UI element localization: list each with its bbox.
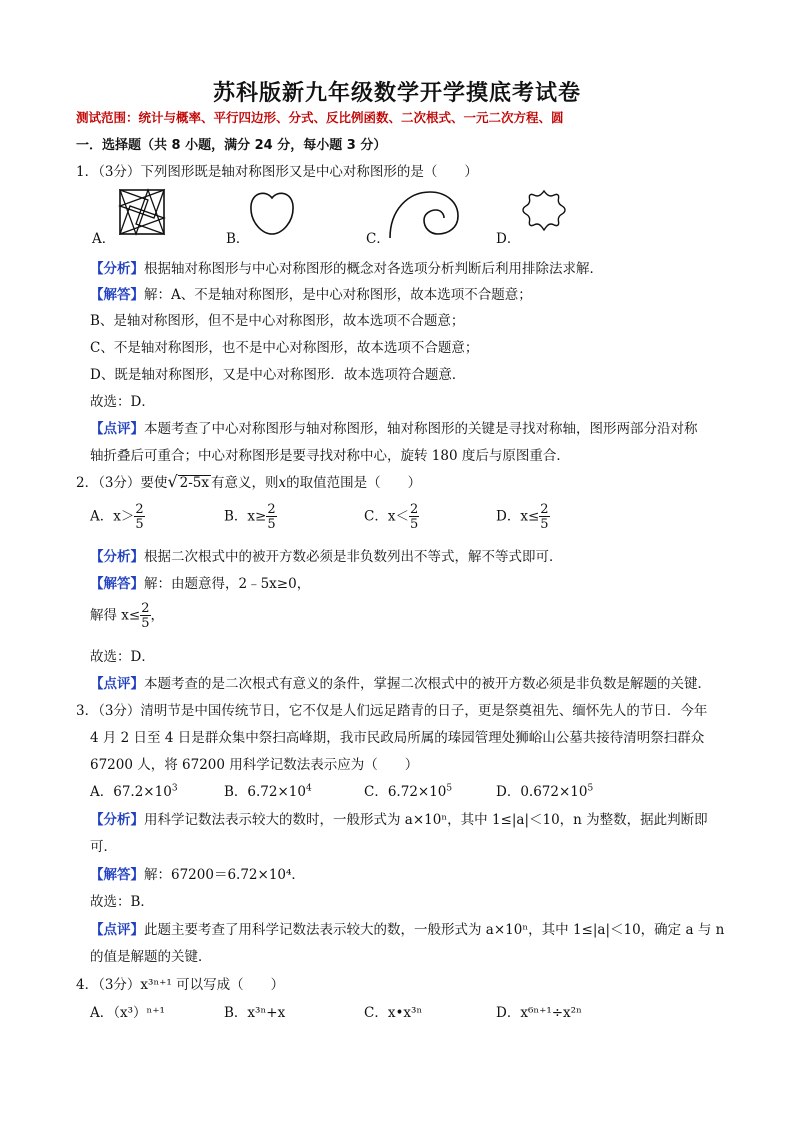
q3-stem-line-2: 4 月 2 日至 4 日是群众集中祭扫高峰期，我市民政局所属的瑧园管理处狮峪山公墓共接待清明祭扫群众 <box>90 730 705 746</box>
q1-answer <box>90 283 532 303</box>
fraction <box>266 503 276 531</box>
answer-tag: 【解答】 <box>90 287 144 303</box>
q1-comment-text-2: 轴折叠后可重合；中心对称图形是要寻找对称中心，旋转 180 度后与原图重合． <box>90 448 570 464</box>
q1-option-d: D． <box>496 231 521 247</box>
fraction <box>134 503 144 531</box>
heart-curve-figure <box>248 190 296 236</box>
q2-answer <box>90 572 310 592</box>
q3-choice: 故选：B． <box>90 894 154 910</box>
q3-option-c-label: C． <box>364 784 388 800</box>
q4-option-b <box>224 1001 285 1021</box>
q2-analysis <box>90 545 563 565</box>
q2-comment-text: 本题考查的是二次根式有意义的条件，掌握二次根式中的被开方数必须是非负数是解题的关键． <box>144 676 711 692</box>
q2-stem-b: 有意义，则 <box>211 475 279 491</box>
q3-option-b-exp: 4 <box>305 783 312 794</box>
q2-option-c-rel: x＜ <box>387 508 409 525</box>
q3-analysis-text-1: 用科学记数法表示较大的数时，一般形式为 a×10ⁿ，其中 1≤|a|＜10，n 为整数，据此判断即 <box>144 812 708 828</box>
q3-comment-text-2: 的值是解题的关键． <box>90 949 212 965</box>
fraction <box>539 503 549 531</box>
q3-stem-line-3: 67200 人，将 67200 用科学记数法表示应为（ ） <box>90 757 419 773</box>
q3-option-a-base: 67.2×10 <box>113 784 172 800</box>
answer-tag: 【解答】 <box>90 576 144 592</box>
q2-answer-text: 解：由题意得，2﹣5x≥0， <box>144 576 311 592</box>
snowflake-figure <box>520 188 568 234</box>
q4-option-d-label: D． <box>496 1005 521 1021</box>
q2-solve <box>90 602 164 630</box>
answer-tag: 【解答】 <box>90 867 144 883</box>
q2-option-b-label: B． <box>224 508 248 525</box>
q3-option-d-base: 0.672×10 <box>520 784 588 800</box>
q2-var: x <box>278 475 287 491</box>
q1-comment <box>90 417 698 437</box>
q2-option-a-label: A． <box>90 508 114 525</box>
q3-option-a-exp: 3 <box>171 783 178 794</box>
q3-option-c-base: 6.72×10 <box>387 784 447 800</box>
square-pinwheel-figure <box>118 188 166 236</box>
q3-comment <box>90 918 724 938</box>
section-heading: 一．选择题（共 8 小题，满分 24 分，每小题 3 分） <box>76 138 387 153</box>
q3-answer <box>90 863 305 883</box>
q1-analysis-text: 根据轴对称图形与中心对称图形的概念对各选项分析判断后利用排除法求解． <box>144 261 603 277</box>
q1-option-c: C． <box>366 231 390 247</box>
sqrt-sign: √ <box>167 472 178 491</box>
q4-option-d-text: x⁶ⁿ⁺¹÷x²ⁿ <box>520 1005 582 1021</box>
q1-answer-line-2: B、是轴对称图形，但不是中心对称图形，故本选项不合题意； <box>90 313 465 329</box>
page-title: 苏科版新九年级数学开学摸底考试卷 <box>212 81 581 106</box>
fraction-numerator: 2 <box>141 601 150 616</box>
fraction-numerator: 2 <box>409 502 419 517</box>
fraction-numerator: 2 <box>135 502 144 517</box>
q1-answer-line-1: 解：A、不是轴对称图形，是中心对称图形，故本选项不合题意； <box>144 287 532 303</box>
fraction <box>409 503 419 531</box>
q2-option-d-rel: x≤ <box>520 508 540 525</box>
q1-choice: 故选：D． <box>90 394 155 410</box>
q4-option-c <box>364 1001 422 1021</box>
q3-comment-text-1: 此题主要考查了用科学记数法表示较大的数，一般形式为 a×10ⁿ，其中 1≤|a|＜10，确定 a 与 n <box>144 922 725 938</box>
q3-option-d <box>496 780 593 800</box>
q1-analysis <box>90 257 603 277</box>
q2-stem <box>76 471 421 491</box>
q4-option-b-label: B． <box>224 1005 248 1021</box>
q4-option-d <box>496 1001 582 1021</box>
q3-option-c-exp: 5 <box>446 783 453 794</box>
q2-option-c-label: C． <box>364 508 388 525</box>
q4-option-c-label: C． <box>364 1005 388 1021</box>
comment-tag: 【点评】 <box>90 922 144 938</box>
comment-tag: 【点评】 <box>90 421 144 437</box>
q2-comment <box>90 672 711 692</box>
q2-option-b-rel: x≥ <box>247 508 267 525</box>
q1-answer-line-3: C、不是轴对称图形，也不是中心对称图形，故本选项不合题意； <box>90 340 479 356</box>
q2-option-c <box>364 503 419 531</box>
q3-answer-text: 解：67200＝6.72×10⁴． <box>144 867 305 883</box>
q3-analysis <box>90 808 708 828</box>
q3-option-a-label: A． <box>90 784 114 800</box>
q3-option-b <box>224 780 312 800</box>
q2-option-a-rel: x＞ <box>113 508 135 525</box>
analysis-tag: 【分析】 <box>90 261 144 277</box>
q3-option-a <box>90 780 178 800</box>
q2-radicand: 2-5x <box>179 475 209 491</box>
analysis-tag: 【分析】 <box>90 549 144 565</box>
comment-tag: 【点评】 <box>90 676 144 692</box>
q3-analysis-text-2: 可． <box>90 839 117 855</box>
q3-stem-line-1: 3．（3分）清明节是中国传统节日，它不仅是人们远足踏青的日子，更是祭奠祖先、缅怀先人的节日．今年 <box>76 703 708 719</box>
q2-stem-c: 的取值范围是（ ） <box>286 475 422 491</box>
q1-answer-line-4: D、既是轴对称图形，又是中心对称图形．故本选项符合题意． <box>90 367 466 383</box>
q3-option-d-label: D． <box>496 784 521 800</box>
fraction-denominator: 5 <box>135 517 144 532</box>
q2-analysis-text: 根据二次根式中的被开方数必须是非负数列出不等式，解不等式即可． <box>144 549 563 565</box>
fraction-numerator: 2 <box>267 502 276 517</box>
q2-choice: 故选：D． <box>90 649 155 665</box>
spiral-figure <box>386 188 462 240</box>
q1-comment-text-1: 本题考查了中心对称图形与轴对称图形，轴对称图形的关键是寻找对称轴，图形两部分沿对称 <box>144 421 698 437</box>
q3-option-b-label: B． <box>224 784 248 800</box>
q2-option-d-label: D． <box>496 508 521 525</box>
q2-solve-tail: ， <box>150 607 164 624</box>
q4-option-b-text: x³ⁿ+x <box>247 1005 286 1021</box>
q2-solve-text: 解得 x≤ <box>90 607 141 624</box>
fraction-denominator: 5 <box>540 517 549 532</box>
fraction-denominator: 5 <box>409 517 419 532</box>
fraction-denominator: 5 <box>267 517 276 532</box>
q1-stem: 1．（3分）下列图形既是轴对称图形又是中心对称图形的是（ ） <box>76 164 478 180</box>
analysis-tag: 【分析】 <box>90 812 144 828</box>
q1-option-b: B． <box>226 231 250 247</box>
q4-option-c-text: x•x³ⁿ <box>387 1005 423 1021</box>
q4-option-a-text: （x³）ⁿ⁺¹ <box>113 1005 165 1021</box>
q4-option-a-label: A． <box>90 1005 114 1021</box>
q2-option-d <box>496 503 550 531</box>
q2-option-b <box>224 503 277 531</box>
q3-option-b-base: 6.72×10 <box>247 784 306 800</box>
test-scope: 测试范围：统计与概率、平行四边形、分式、反比例函数、二次根式、一元二次方程、圆 <box>76 110 564 125</box>
q3-option-d-exp: 5 <box>587 783 594 794</box>
fraction-numerator: 2 <box>540 502 549 517</box>
q4-stem: 4．（3分）x³ⁿ⁺¹ 可以写成（ ） <box>76 977 285 993</box>
q3-option-c <box>364 780 452 800</box>
q2-option-a <box>90 503 145 531</box>
q2-stem-a: 2．（3分）要使 <box>76 475 168 491</box>
q4-option-a <box>90 1001 165 1021</box>
q1-option-a: A． <box>92 231 116 247</box>
fraction-denominator: 5 <box>141 616 150 631</box>
fraction <box>140 602 150 630</box>
